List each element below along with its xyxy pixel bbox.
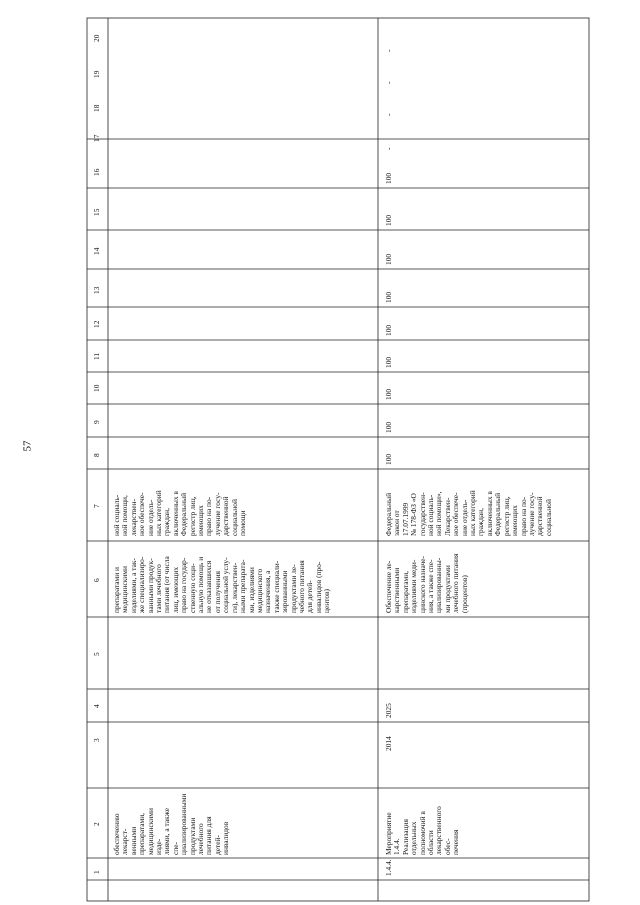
value-col-12: 100 <box>384 324 393 336</box>
header-col-5: 5 <box>92 652 101 656</box>
header-col-11: 11 <box>92 352 101 360</box>
row-indicator: Обеспечение ле- карственными препаратами, изделиями меди- цинского назначе- ния, а также спе- циализированны- ми продуктами лечебного питания (процентов) <box>384 553 469 613</box>
row-id: 1.4.4. <box>384 859 393 876</box>
row-name: обеспечению лекарст- венными препаратами, медицинскими изде- лиями, а также спе- циализированными продуктами лечебного питания для детей- инвалидов <box>112 793 231 855</box>
value-col-20: - <box>384 49 393 52</box>
row-indicator: препаратами и медицинскими изделиями, а так- же специализиро- ванными продук- тами лечебного питания (от числа лиц, имеющих право на государ- ственную соци- альную помощь и не отказавшихся от получения социальной услу- ги), лекарствен- ными препарата- ми, изделиями медицинского назначения, а также специали- зированными продуктами ле- чебного питания для детей- инвалидов (про- центов) <box>112 556 332 613</box>
header-col-16: 16 <box>92 168 101 176</box>
header-col-4: 4 <box>92 704 101 708</box>
header-col-13: 13 <box>92 286 101 294</box>
header-col-14: 14 <box>92 247 101 255</box>
value-col-19: - <box>384 81 393 84</box>
header-col-7: 7 <box>92 504 101 508</box>
header-col-1: 1 <box>92 870 101 874</box>
page-number: 57 <box>21 440 34 452</box>
value-col-9: 100 <box>384 421 393 433</box>
header-col-10: 10 <box>92 384 101 392</box>
row-name: Мероприятие 1.4.4. Реализация отдельных полномочий в области лекарственного обес- печения <box>384 806 461 855</box>
value-col-14: 100 <box>384 253 393 265</box>
row-start-year: 2014 <box>384 736 393 751</box>
header-col-20: 20 <box>92 34 101 42</box>
value-col-17: - <box>384 147 393 150</box>
row-basis: Федеральный закон от 17.07.1999 № 178-ФЗ «О государствен- ной социаль- ной помощи», Лекарствен- ное обеспече- ние отдель- ных категорий граждан, включенных в Федеральный регистр лиц, имеющих право на по- лучение госу- дарственной социальной <box>384 490 553 536</box>
header-col-2: 2 <box>92 822 101 826</box>
header-col-8: 8 <box>92 453 101 457</box>
value-col-16: 100 <box>384 172 393 184</box>
header-col-9: 9 <box>92 420 101 424</box>
row-basis: ной социаль- ной помощи, лекарствен- ное обеспече- ние отдель- ных категорий граждан, включенных в Федеральный регистр лиц, имеющих право на по- лучение госу- дарственной социальной помощи <box>112 490 248 536</box>
header-col-6: 6 <box>92 578 101 582</box>
header-col-15: 15 <box>92 208 101 216</box>
value-col-8: 100 <box>384 453 393 465</box>
value-col-13: 100 <box>384 291 393 303</box>
row-end-year: 2025 <box>384 703 393 718</box>
value-col-18: - <box>384 113 393 116</box>
header-col-17: 17 <box>92 134 101 142</box>
value-col-15: 100 <box>384 214 393 226</box>
value-col-11: 100 <box>384 356 393 368</box>
value-col-10: 100 <box>384 388 393 400</box>
header-col-18: 18 <box>92 104 101 112</box>
header-col-19: 19 <box>92 70 101 78</box>
header-col-12: 12 <box>92 320 101 328</box>
header-col-3: 3 <box>92 738 101 742</box>
